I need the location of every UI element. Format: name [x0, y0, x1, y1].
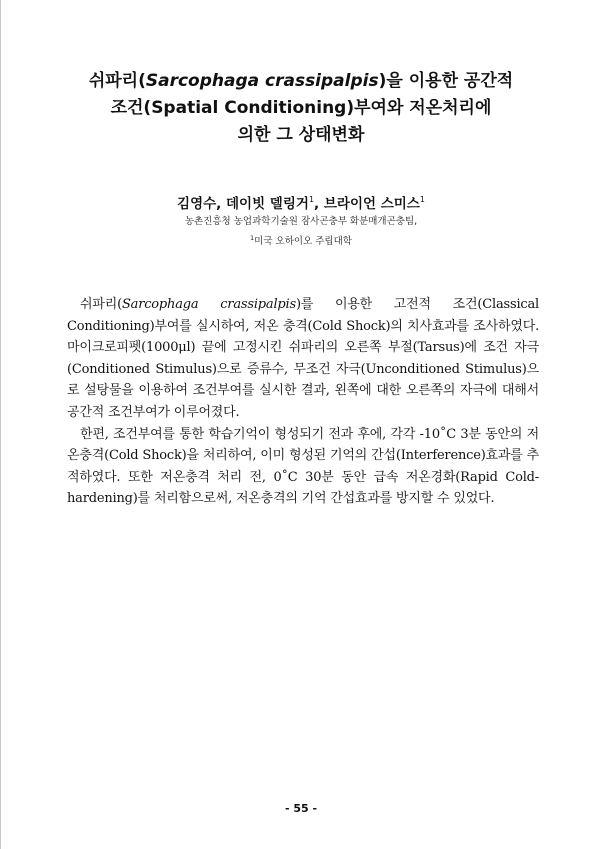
author-1-and-2: 김영수, 데이빗 델링거: [177, 196, 309, 212]
title-line-2: 조건(Spatial Conditioning)부여와 저온처리에: [110, 98, 492, 118]
abstract-p1-prefix: 쉬파리(: [80, 297, 122, 312]
title-species-name: Sarcophaga crassipalpis: [145, 71, 379, 91]
abstract-p1-text: )를 이용한 고전적 조건(Classical Conditioning)부여를 실시하여, 저온 충격(Cold Shock)의 치사효과를 조사하였다. 마이크로피펫(1000μl) 끝에 고정시킨 쉬파리의 오른쪽 부절(Tarsus)에 조건 자극(Conditioned Stimulus)으로 증류수, 무조건 자극(Unconditioned Stimulus)으로 설탕물을 이용하여 조건부여를 실시한 결과, 왼쪽에 대한 오른쪽의 자극에 대해서 공간적 조건부여가 이루어졌다.: [67, 297, 539, 420]
title-line-3: 의한 그 상태변화: [237, 125, 365, 145]
paper-title: [41, 68, 561, 149]
author-2-affiliation-mark: 1: [308, 195, 315, 204]
affiliation-2: [41, 230, 561, 250]
affiliation-2-text: 미국 오하이오 주립대학: [254, 236, 352, 247]
abstract-paragraph-1: [67, 294, 539, 424]
abstract-body: [67, 294, 539, 510]
affiliation-2-mark: 1: [250, 234, 255, 242]
author-3: , 브라이언 스미스: [314, 196, 420, 212]
page-number: - 55 -: [284, 802, 318, 815]
title-line-1-prefix: 쉬파리(: [88, 71, 146, 91]
abstract-species-name: Sarcophaga crassipalpis: [121, 297, 296, 312]
title-line-1: [41, 68, 561, 95]
affiliation-list: [41, 214, 561, 250]
abstract-paragraph-2: 한편, 조건부여를 통한 학습기억이 형성되기 전과 후에, 각각 -10˚C 3분 동안의 저온충격(Cold Shock)을 처리하여, 이미 형성된 기억의 간섭(Interference)효과를 추적하였다. 또한 저온충격 처리 전, 0˚C 30분 동안 급속 저온경화(Rapid Cold-hardening)를 처리함으로써, 저온충격의 기억 간섭효과를 방지할 수 있었다.: [67, 426, 539, 507]
author-3-affiliation-mark: 1: [419, 195, 425, 204]
author-list: [41, 190, 561, 214]
affiliation-1: 농촌진흥청 농업과학기술원 잠사곤충부 화분매개곤충팀,: [184, 216, 418, 227]
title-line-1-suffix: )을 이용한 공간적: [378, 71, 514, 91]
